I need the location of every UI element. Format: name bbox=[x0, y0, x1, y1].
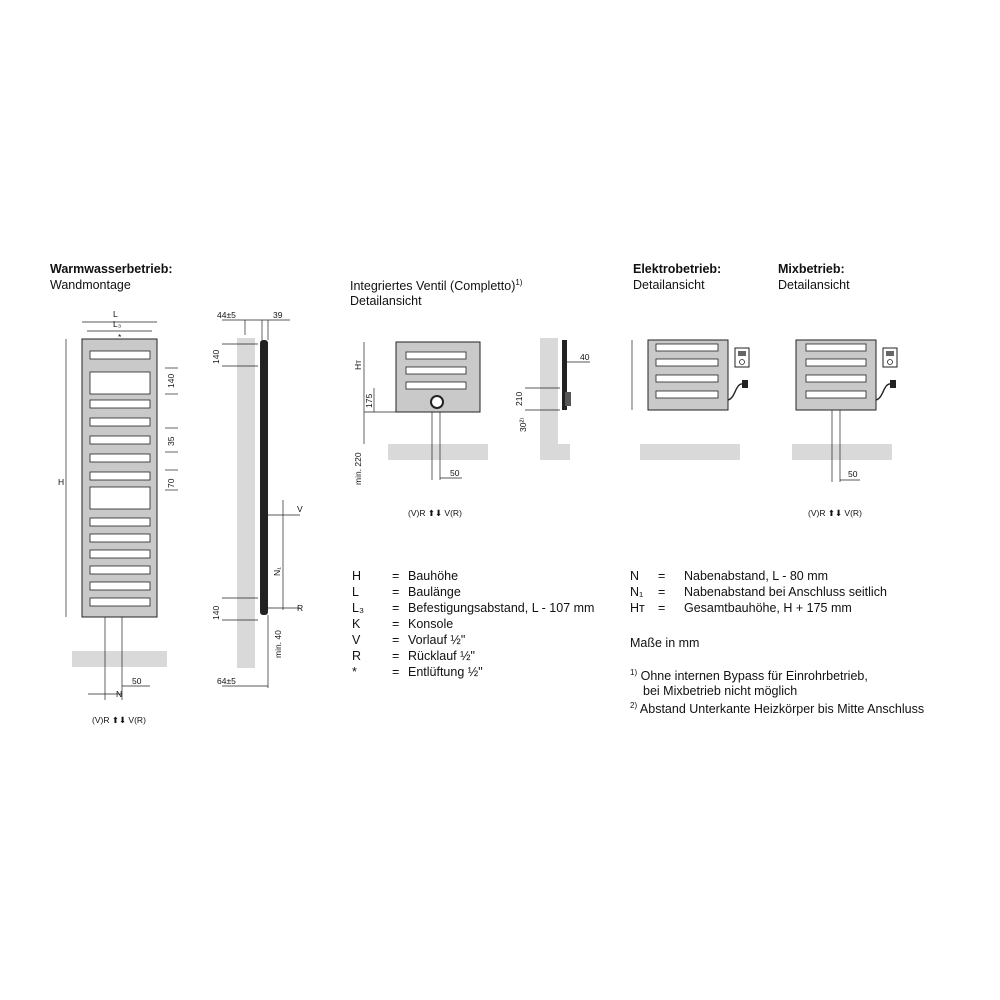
radiator-bar bbox=[90, 418, 150, 426]
dim-label-min220: min. 220 bbox=[353, 452, 363, 485]
flow-label-1: (V)R ⬆⬇ V(R) bbox=[92, 715, 146, 725]
radiator-bar bbox=[806, 391, 866, 398]
dim-label-140c: 140 bbox=[211, 605, 221, 620]
radiator-profile bbox=[260, 340, 268, 615]
radiator-bar bbox=[90, 518, 150, 526]
subheading-wandmontage: Wandmontage bbox=[50, 278, 131, 292]
radiator-gap bbox=[90, 372, 150, 394]
footnote-2: $^{2)}$ Abstand Unterkante Heizkörper bis Mitte Anschluss bbox=[630, 701, 925, 717]
heading-ventil: Integriertes Ventil (Completto)$^{1)}$ bbox=[350, 278, 523, 294]
floor bbox=[72, 651, 167, 667]
dim-label-35: 35 bbox=[166, 436, 176, 446]
heading-mix: Mixbetrieb: bbox=[778, 262, 845, 276]
radiator-bar bbox=[656, 391, 718, 398]
dim-label-30: 30²⁾ bbox=[518, 417, 528, 432]
dim-label-min40: min. 40 bbox=[273, 630, 283, 658]
floor bbox=[792, 444, 892, 460]
dim-label-L3: L₃ bbox=[113, 319, 122, 329]
side-view-radiator bbox=[211, 310, 303, 688]
wall bbox=[237, 338, 255, 668]
radiator-bar bbox=[406, 382, 466, 389]
radiator-gap bbox=[90, 487, 150, 509]
radiator-bar bbox=[90, 472, 150, 480]
dim-label-44: 44±5 bbox=[217, 310, 236, 320]
radiator-bar bbox=[656, 344, 718, 351]
dim-label-50a: 50 bbox=[132, 676, 142, 686]
ventil-detail-front bbox=[353, 342, 488, 518]
dim-label-L: L bbox=[113, 309, 118, 319]
dim-label-H: H bbox=[58, 477, 65, 487]
radiator-bar bbox=[90, 550, 150, 558]
subheading-ventil-detail: Detailansicht bbox=[350, 294, 422, 308]
dim-label-140: 140 bbox=[166, 373, 176, 388]
cable bbox=[876, 384, 892, 400]
dim-label-R: R bbox=[297, 603, 304, 613]
dim-label-64: 64±5 bbox=[217, 676, 236, 686]
subheading-mix-detail: Detailansicht bbox=[778, 278, 850, 292]
dim-label-N: N bbox=[116, 689, 123, 699]
dim-label-140b: 140 bbox=[211, 349, 221, 364]
dim-label-70: 70 bbox=[166, 478, 176, 488]
valve-body bbox=[565, 392, 571, 406]
radiator-bar bbox=[90, 598, 150, 606]
mix-detail bbox=[792, 340, 897, 518]
floor bbox=[640, 444, 740, 460]
plug-icon bbox=[742, 380, 748, 388]
floor bbox=[558, 444, 570, 460]
radiator-bar bbox=[90, 400, 150, 408]
floor bbox=[388, 444, 488, 460]
subheading-elektro-detail: Detailansicht bbox=[633, 278, 705, 292]
radiator-bar bbox=[90, 566, 150, 574]
radiator-bar bbox=[656, 359, 718, 366]
cable bbox=[728, 384, 744, 400]
radiator-bar bbox=[406, 352, 466, 359]
ventil-detail-side bbox=[514, 338, 590, 460]
dim-label-V: V bbox=[297, 504, 303, 514]
flow-label-2: (V)R ⬆⬇ V(R) bbox=[408, 508, 462, 518]
plug-icon bbox=[890, 380, 896, 388]
heading-warmwasser: Warmwasserbetrieb: bbox=[50, 262, 173, 276]
vent-marker: * bbox=[118, 332, 122, 342]
dim-label-175: 175 bbox=[364, 393, 374, 408]
dim-label-HT: Hт bbox=[353, 359, 363, 370]
valve-knob bbox=[431, 396, 443, 408]
elektro-detail bbox=[632, 340, 749, 460]
radiator-bar bbox=[90, 436, 150, 444]
radiator-bar bbox=[406, 367, 466, 374]
dim-label-50b: 50 bbox=[450, 468, 460, 478]
radiator-bar bbox=[90, 454, 150, 462]
radiator-bar bbox=[90, 534, 150, 542]
footnote-1-cont: bei Mixbetrieb nicht möglich bbox=[643, 684, 798, 698]
dim-label-40: 40 bbox=[580, 352, 590, 362]
dim-label-N1: N₁ bbox=[272, 566, 282, 576]
radiator-bar bbox=[806, 359, 866, 366]
footnote-1: $^{1)}$ Ohne internen Bypass für Einrohrbetrieb, bbox=[630, 668, 868, 684]
dim-label-210: 210 bbox=[514, 391, 524, 406]
radiator-bar bbox=[90, 582, 150, 590]
radiator-bar bbox=[90, 351, 150, 359]
radiator-bar bbox=[806, 344, 866, 351]
radiator-bar bbox=[806, 375, 866, 382]
flow-label-3: (V)R ⬆⬇ V(R) bbox=[808, 508, 862, 518]
units-note: Maße in mm bbox=[630, 636, 700, 650]
radiator-bar bbox=[656, 375, 718, 382]
wall bbox=[540, 338, 558, 460]
dim-label-50c: 50 bbox=[848, 469, 858, 479]
dim-label-39: 39 bbox=[273, 310, 283, 320]
heading-elektro: Elektrobetrieb: bbox=[633, 262, 722, 276]
front-view-radiator bbox=[58, 309, 178, 725]
